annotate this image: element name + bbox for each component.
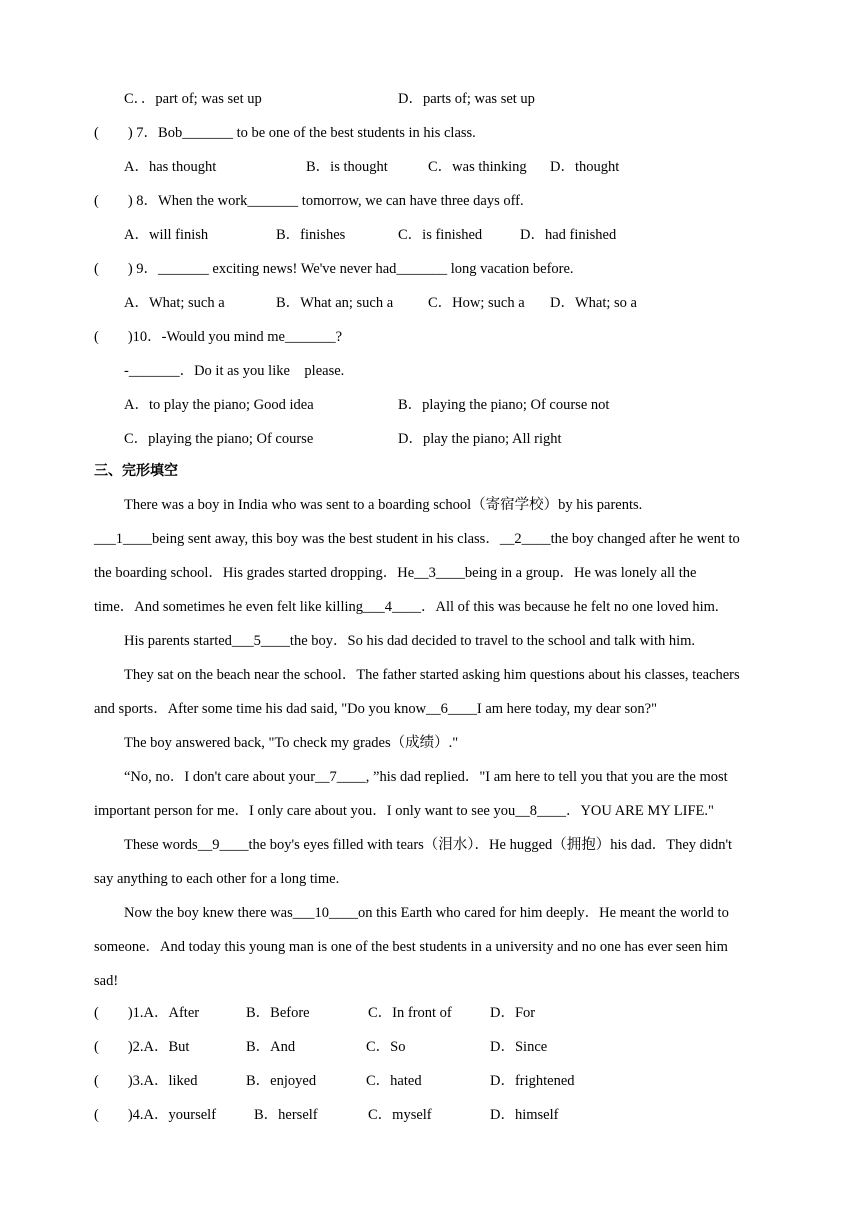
q8-options [0,224,860,246]
cloze-options-2 [0,1036,860,1058]
passage-text: They sat on the beach near the school．The father started asking him questions about his classes, teachers [124,667,740,683]
question-text: ( )10．-Would you mind me_______? [94,329,343,345]
passage-text: His parents started___5____the boy．So his dad decided to travel to the school and talk with him. [124,633,696,649]
passage-line [0,732,860,754]
q6-option-d: D．parts of; was set up [398,91,535,107]
passage-text: important person for me．I only care about you．I only want to see you__8____．YOU ARE MY LIFE." [94,803,714,819]
question-10 [0,326,860,348]
passage-text: There was a boy in India who was sent to a boarding school（寄宿学校）by his parents. [124,497,643,513]
passage-line [0,902,860,924]
cloze-1-option-b: B．Before [246,1005,310,1021]
q7-option-c: C．was thinking [428,159,527,175]
passage-line [0,800,860,822]
question-text: ( ) 8．When the work_______ tomorrow, we can have three days off. [94,193,524,209]
q10-option-c: C．playing the piano; Of course [124,431,314,447]
passage-text: time．And sometimes he even felt like killing___4____．All of this was because he felt no one loved him. [94,599,719,615]
cloze-options-4 [0,1104,860,1126]
cloze-1-option-c: C．In front of [368,1005,452,1021]
passage-line [0,528,860,550]
q6-option-c: C．．part of; was set up [124,91,262,107]
q8-option-d: D．had finished [520,227,617,243]
passage-text: The boy answered back, "To check my grades（成绩）." [124,735,459,751]
section-heading [0,460,860,482]
passage-text: someone．And today this young man is one of the best students in a university and no one has ever seen him [94,939,728,955]
cloze-options-1 [0,1002,860,1024]
section-title: 三、完形填空 [94,463,178,479]
cloze-2-option-a: ( )2.A．But [94,1039,190,1055]
question-7 [0,122,860,144]
q9-option-a: A．What; such a [124,295,225,311]
q9-options [0,292,860,314]
cloze-2-option-d: D．Since [490,1039,548,1055]
cloze-4-option-d: D．himself [490,1107,559,1123]
q10-option-b: B．playing the piano; Of course not [398,397,610,413]
passage-line [0,562,860,584]
q8-option-c: C．is finished [398,227,483,243]
passage-text: say anything to each other for a long time. [94,871,340,887]
cloze-4-option-b: B．herself [254,1107,318,1123]
question-9 [0,258,860,280]
passage-text: sad! [94,973,119,989]
q9-option-d: D．What; so a [550,295,637,311]
cloze-3-option-c: C．hated [366,1073,422,1089]
passage-line [0,868,860,890]
q7-option-b: B．is thought [306,159,388,175]
passage-line [0,664,860,686]
passage-text: the boarding school．His grades started dropping．He__3____being in a group．He was lonely all the [94,565,697,581]
cloze-3-option-d: D．frightened [490,1073,575,1089]
q7-option-d: D．thought [550,159,620,175]
q9-option-b: B．What an; such a [276,295,394,311]
q9-option-c: C．How; such a [428,295,525,311]
question-text: ( ) 9．_______ exciting news! We've never had_______ long vacation before. [94,261,574,277]
passage-text: Now the boy knew there was___10____on this Earth who cared for him deeply．He meant the world to [124,905,729,921]
passage-text: These words__9____the boy's eyes filled with tears（泪水）．He hugged（拥抱）his dad．They didn't [124,837,733,853]
passage-text: ___1____being sent away, this boy was the best student in his class．__2____the boy changed after he went to [94,531,740,547]
passage-line [0,834,860,856]
cloze-2-option-c: C．So [366,1039,406,1055]
cloze-1-option-a: ( )1.A．After [94,1005,200,1021]
passage-line [0,698,860,720]
cloze-3-option-b: B．enjoyed [246,1073,317,1089]
passage-line [0,630,860,652]
q10-options-c-d [0,428,860,450]
cloze-1-option-d: D．For [490,1005,536,1021]
passage-text: and sports．After some time his dad said, "Do you know__6____I am here today, my dear son?" [94,701,657,717]
q8-option-a: A．will finish [124,227,209,243]
q8-option-b: B．finishes [276,227,346,243]
q7-option-a: A．has thought [124,159,217,175]
cloze-4-option-a: ( )4.A．yourself [94,1107,217,1123]
question-text: -_______．Do it as you like please. [124,363,345,379]
q7-options [0,156,860,178]
q10-option-a: A．to play the piano; Good idea [124,397,314,413]
q10-option-d: D．play the piano; All right [398,431,562,447]
cloze-2-option-b: B．And [246,1039,296,1055]
q10-options-a-b [0,394,860,416]
question-text: ( ) 7．Bob_______ to be one of the best students in his class. [94,125,476,141]
q6-options-c-d [0,88,860,110]
passage-line [0,494,860,516]
cloze-options-3 [0,1070,860,1092]
passage-line [0,596,860,618]
passage-line [0,766,860,788]
question-8 [0,190,860,212]
passage-text: “No, no．I don't care about your__7____, ”his dad replied．"I am here to tell you that you are the most [124,769,728,785]
question-10-reply [0,360,860,382]
passage-line [0,970,860,992]
passage-line [0,936,860,958]
cloze-3-option-a: ( )3.A．liked [94,1073,198,1089]
cloze-4-option-c: C．myself [368,1107,432,1123]
